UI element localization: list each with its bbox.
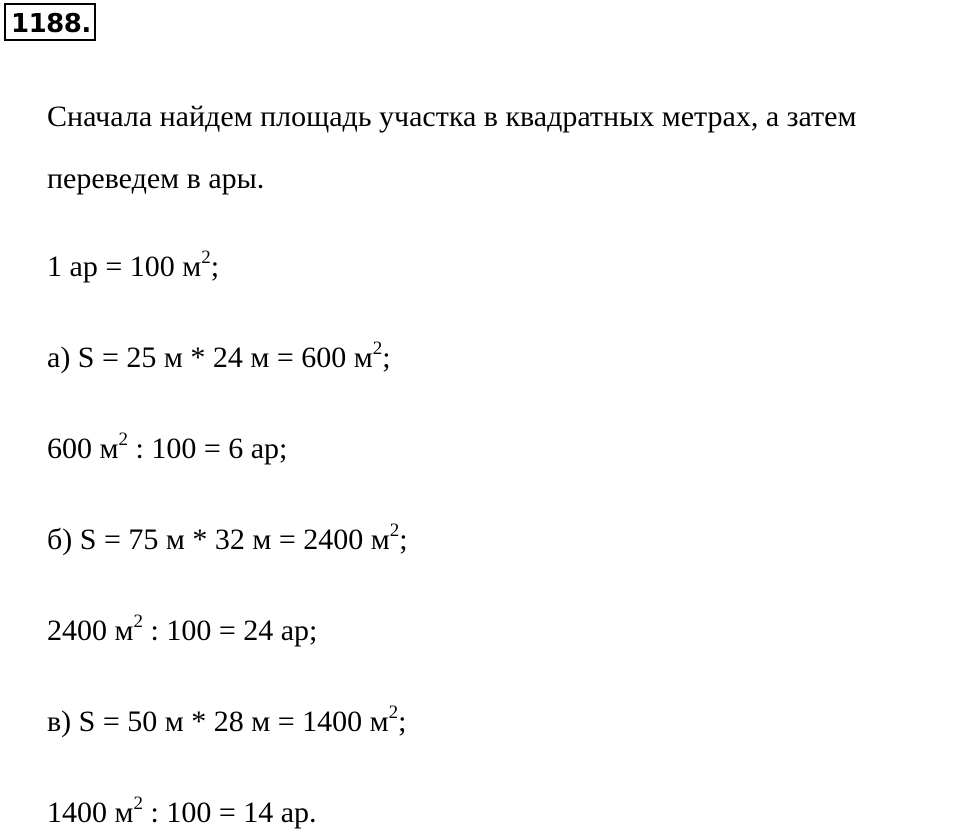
conversion-a	[47, 431, 287, 467]
problem-number: 1188.	[4, 3, 96, 41]
calculation-text: в) S = 50 м * 28 м = 1400 м	[47, 705, 389, 738]
conversion-b	[47, 613, 317, 649]
calculation-text: б) S = 75 м * 32 м = 2400 м	[47, 523, 390, 556]
superscript: 2	[133, 611, 143, 632]
calculation-end: ;	[398, 705, 407, 738]
are-definition	[47, 249, 219, 285]
superscript: 2	[201, 247, 211, 268]
calculation-text: а) S = 25 м * 24 м = 600 м	[47, 341, 373, 374]
superscript: 2	[133, 793, 143, 814]
conversion-end: : 100 = 6 ар;	[127, 432, 288, 465]
area-calculation-a	[47, 340, 391, 376]
conversion-text: 1400 м	[47, 796, 134, 829]
conversion-end: : 100 = 24 ар;	[142, 614, 318, 647]
intro-text-line-1: Сначала найдем площадь участка в квадратных метрах, а затем	[47, 100, 857, 133]
superscript: 2	[388, 702, 399, 723]
area-calculation-c	[47, 704, 406, 740]
intro-text-line-2: переведем в ары.	[47, 162, 265, 195]
calculation-end: ;	[399, 523, 408, 556]
conversion-c	[47, 795, 317, 831]
superscript: 2	[372, 338, 383, 359]
superscript: 2	[118, 429, 128, 450]
area-calculation-b	[47, 522, 408, 558]
are-definition-text: 1 ар = 100 м	[47, 250, 202, 283]
superscript: 2	[389, 520, 400, 541]
are-definition-end: ;	[210, 250, 220, 283]
calculation-end: ;	[382, 341, 391, 374]
conversion-text: 2400 м	[47, 614, 134, 647]
conversion-text: 600 м	[47, 432, 119, 465]
conversion-end: : 100 = 14 ар.	[142, 796, 317, 829]
